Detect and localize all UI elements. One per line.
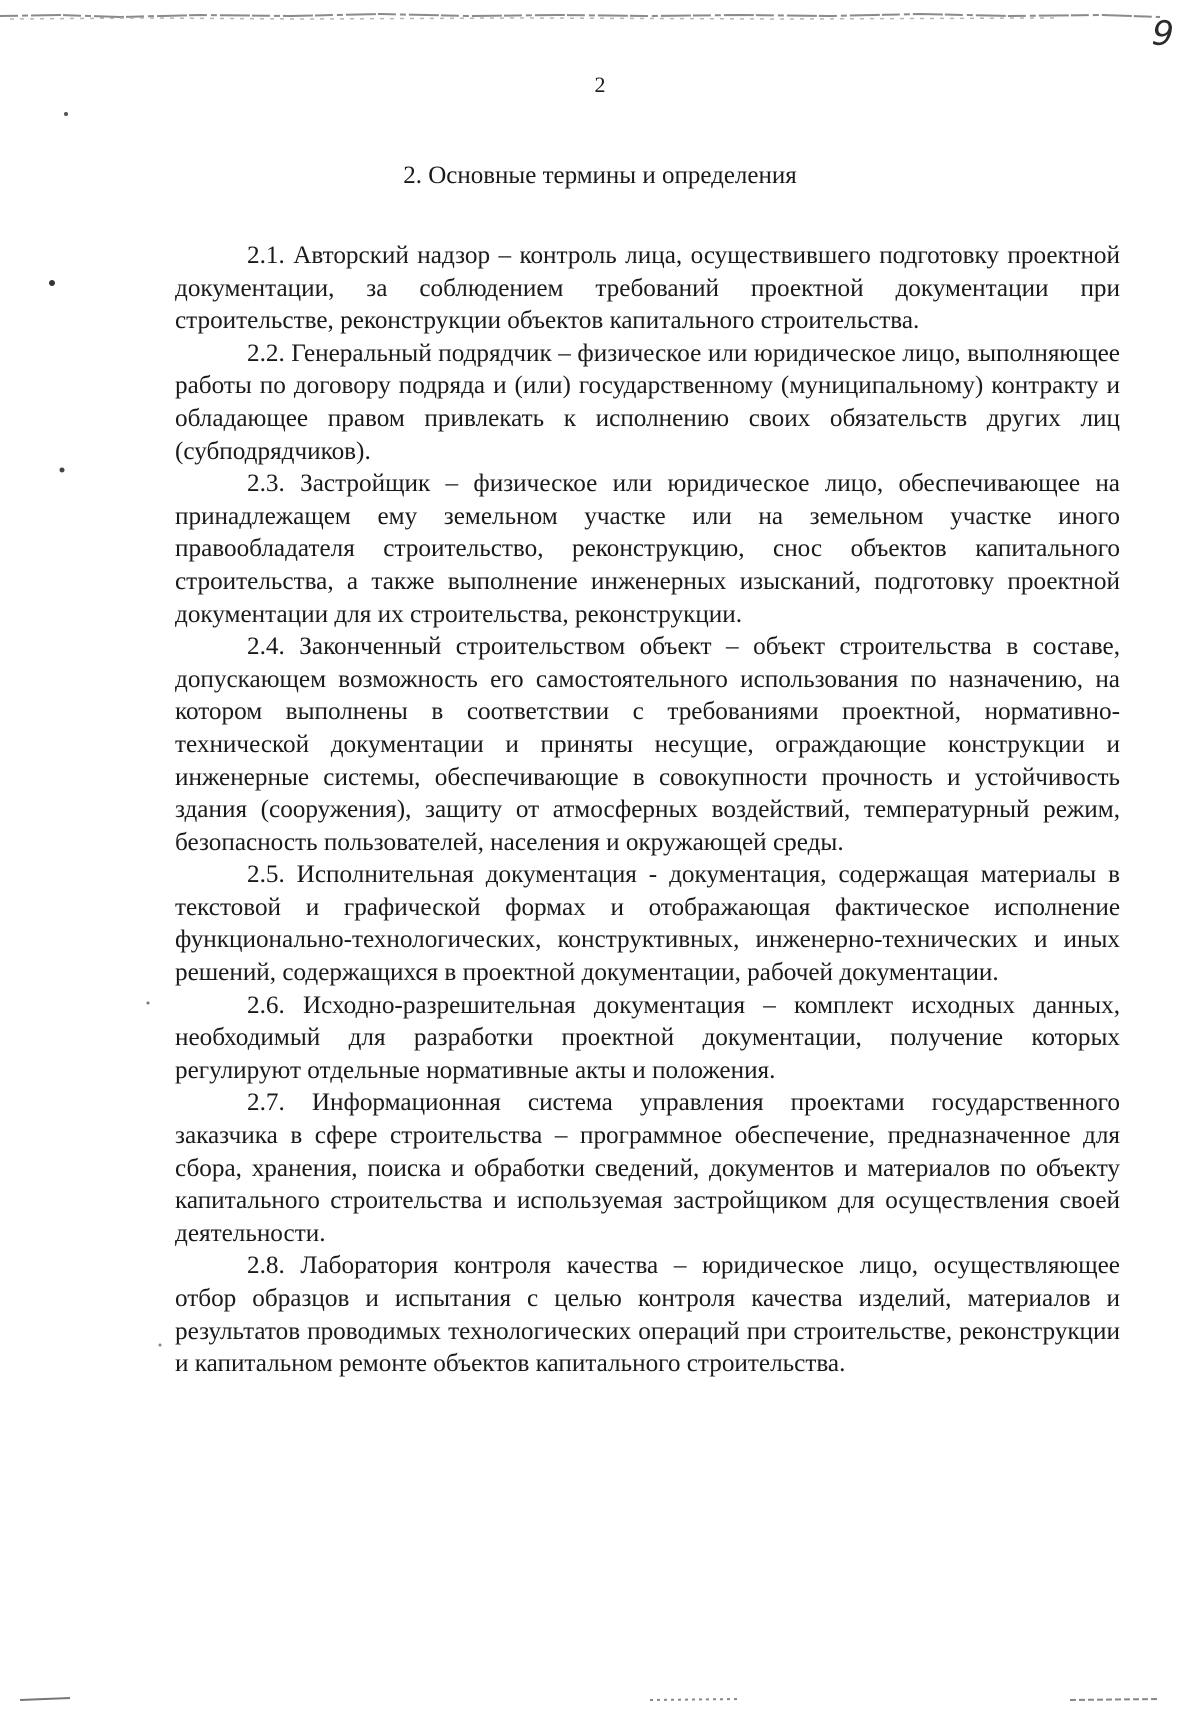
definition-2-5: 2.5. Исполнительная документация - документация, содержащая материалы в текстовой и графической формах и отображающая фактическое исполнение функционально-технологических, конструктивных, инженерно-технических и иных решений, содержащихся в проектной документации, рабочей документации.	[175, 861, 1120, 987]
page-number: 2	[594, 72, 606, 97]
definition-2-8: 2.8. Лаборатория контроля качества – юридическое лицо, осуществляющее отбор образцов и испытания с целью контроля качества изделий, материалов и результатов проводимых технологических операций при строительстве, реконструкции и капитальном ремонте объектов капитального строительства.	[175, 1252, 1120, 1378]
scan-top-edge-noise	[0, 10, 1200, 24]
definition-2-2: 2.2. Генеральный подрядчик – физическое или юридическое лицо, выполняющее работы по договору подряда и (или) государственному (муниципальному) контракту и обладающее правом привлекать к исполнению своих обязательств других лиц (субподрядчиков).	[175, 339, 1120, 465]
section-title: 2. Основные термины и определения	[403, 162, 797, 189]
definition-2-3: 2.3. Застройщик – физическое или юридическое лицо, обеспечивающее на принадлежащем ему земельном участке или на земельном участке иного правообладателя строительство, реконструкцию, снос объектов капитального строительства, а также выполнение инженерных изысканий, подготовку проектной документации для их строительства, реконструкции.	[175, 470, 1120, 628]
definition-2-6: 2.6. Исходно-разрешительная документация – комплект исходных данных, необходимый для разработки проектной документации, получение которых регулируют отдельные нормативные акты и положения.	[175, 991, 1120, 1084]
handwritten-page-mark: 9	[1150, 13, 1176, 55]
definition-2-7: 2.7. Информационная система управления проектами государственного заказчика в сфере строительства – программное обеспечение, предназначенное для сбора, хранения, поиска и обработки сведений, документов и материалов по объекту капитального строительства и используемая застройщиком для осуществления своей деятельности.	[175, 1089, 1120, 1247]
definition-2-4: 2.4. Законченный строительством объект – объект строительства в составе, допускающем возможность его самостоятельного использования по назначению, на котором выполнены в соответствии с требованиями проектной, нормативно-технической документации и приняты несущие, ограждающие конструкции и инженерные системы, обеспечивающие в совокупности прочность и устойчивость здания (сооружения), защиту от атмосферных воздействий, температурный режим, безопасность пользователей, населения и окружающей среды.	[175, 633, 1120, 856]
definitions-list	[175, 240, 1120, 1381]
definition-2-1: 2.1. Авторский надзор – контроль лица, осуществившего подготовку проектной документации, за соблюдением требований проектной документации при строительстве, реконструкции объектов капитального строительства.	[175, 242, 1120, 335]
